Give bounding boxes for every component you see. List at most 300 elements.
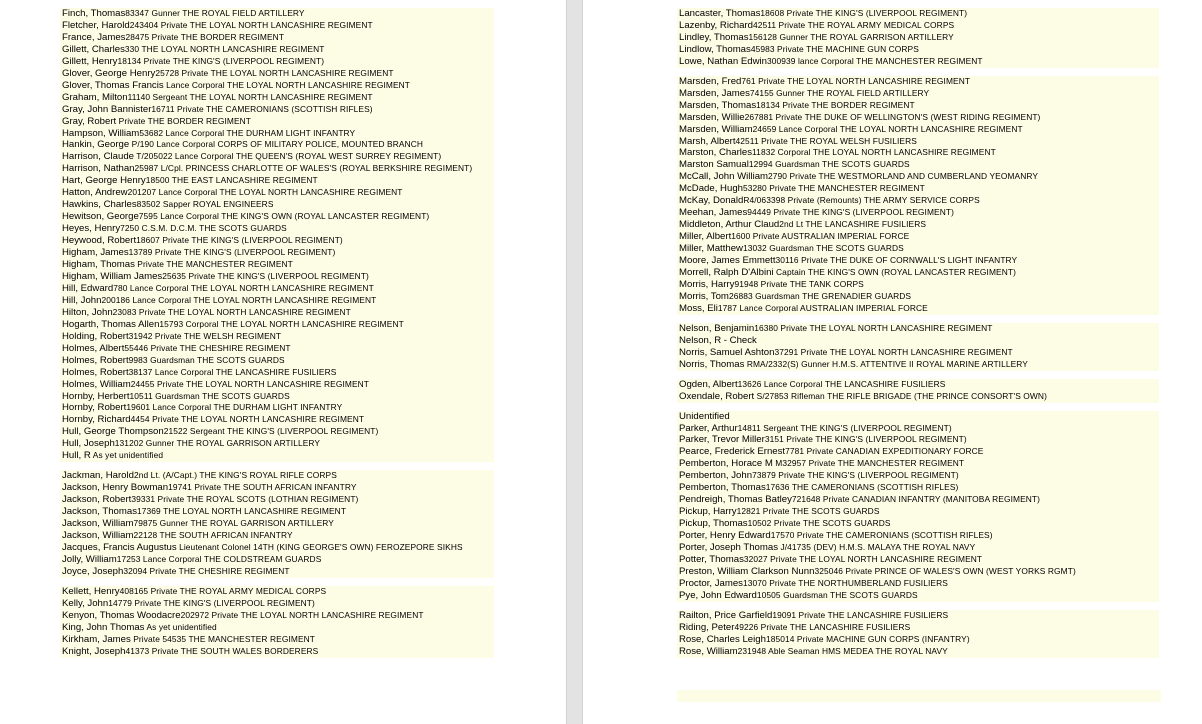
service-details: 330 THE LOYAL NORTH LANCASHIRE REGIMENT (124, 43, 325, 54)
surname-letter-group (677, 323, 1159, 371)
casualty-entry (62, 199, 492, 211)
casualty-name: Pickup, Thomas (679, 518, 748, 530)
service-details: 231948 Able Seaman HMS MEDEA THE ROYAL NAVY (737, 645, 948, 656)
casualty-name: Holmes, William (62, 378, 131, 390)
casualty-entry (679, 267, 1157, 279)
casualty-entry (679, 610, 1157, 622)
service-details: T/205022 Lance Corporal THE QUEEN'S (ROYAL WEST SURREY REGIMENT) (134, 151, 442, 162)
casualty-entry (679, 391, 1157, 403)
casualty-entry (679, 255, 1157, 267)
casualty-name: Nelson, R - Check (679, 334, 757, 346)
casualty-entry (679, 634, 1157, 646)
casualty-name: Middleton, Arthur Claud (679, 219, 780, 231)
casualty-name: Gillett, Charles (62, 43, 125, 55)
service-details: 201207 Lance Corporal THE LOYAL NORTH LANCASHIRE REGIMENT (127, 187, 403, 198)
casualty-name: Fletcher, Harold (62, 19, 130, 31)
service-details: 7781 Private CANADIAN EXPEDITIONARY FORCE (785, 446, 984, 457)
service-details: 18607 Private THE KING'S (LIVERPOOL REGIMENT) (136, 235, 343, 246)
service-details: 79875 Gunner THE ROYAL GARRISON ARTILLERY (133, 518, 334, 529)
casualty-entry (679, 622, 1157, 634)
service-details: 780 Lance Corporal THE LOYAL NORTH LANCASHIRE REGIMENT (113, 282, 374, 293)
casualty-entry (62, 104, 492, 116)
casualty-name: McKay, Donald (679, 195, 744, 207)
casualty-name: Jolly, William (62, 553, 117, 565)
casualty-name: Pearce, Frederick Ernest (679, 446, 786, 458)
casualty-entry (679, 482, 1157, 494)
service-details: 10505 Guardsman THE SCOTS GUARDS (756, 589, 918, 600)
casualty-name: Harrison, Nathan (62, 163, 135, 175)
surname-letter-group (60, 8, 494, 462)
service-details: 3151 Private THE KING'S (LIVERPOOL REGIMENT) (764, 434, 967, 445)
casualty-name: Jackson, Henry Bowman (62, 482, 169, 494)
casualty-name: Hawkins, Charles (62, 199, 137, 211)
service-details: 16380 Private THE LOYAL NORTH LANCASHIRE REGIMENT (754, 322, 993, 333)
casualty-name: Holmes, Robert (62, 354, 129, 366)
casualty-entry (62, 151, 492, 163)
service-details: 10511 Guardsman THE SCOTS GUARDS (129, 390, 290, 401)
casualty-entry (62, 566, 492, 578)
casualty-entry (62, 426, 492, 438)
casualty-entry (679, 279, 1157, 291)
casualty-name: Pye, John Edward (679, 589, 757, 601)
service-details: Private THE MANCHESTER REGIMENT (134, 259, 293, 270)
service-details: 41373 Private THE SOUTH WALES BORDERERS (125, 645, 319, 656)
casualty-entry (679, 554, 1157, 566)
casualty-entry (62, 319, 492, 331)
casualty-entry (62, 163, 492, 175)
service-details: 19741 Private THE SOUTH AFRICAN INFANTRY (168, 482, 357, 493)
page-gutter (566, 0, 583, 724)
casualty-entry (62, 68, 492, 80)
casualty-entry (62, 235, 492, 247)
casualty-entry (679, 446, 1157, 458)
service-details: 17636 THE CAMERONIANS (SCOTTISH RIFLES) (765, 482, 959, 493)
casualty-name: McCall, John William (679, 171, 769, 183)
casualty-entry (679, 423, 1157, 435)
casualty-entry (679, 470, 1157, 482)
casualty-name: Marsden, Willie (679, 111, 745, 123)
casualty-entry (679, 323, 1157, 335)
casualty-name: Potter, Thomas (679, 553, 744, 565)
casualty-name: Morris, Harry (679, 278, 735, 290)
casualty-name: Pemberton, Thomas (679, 482, 766, 494)
casualty-name: Parker, Arthur (679, 422, 738, 434)
service-details: 761 Private THE LOYAL NORTH LANCASHIRE REGIMENT (741, 75, 971, 86)
service-details: J/41735 (DEV) H.M.S. MALAYA THE ROYAL NAVY (778, 542, 976, 553)
casualty-name: Higham, James (62, 247, 129, 259)
service-details: 21522 Sergeant THE KING'S (LIVERPOOL REGIMENT) (163, 426, 379, 437)
service-details: 74155 Gunner THE ROYAL FIELD ARTILLERY (749, 87, 930, 98)
service-details: 11832 Corporal THE LOYAL NORTH LANCASHIRE REGIMENT (752, 147, 996, 158)
service-details: 12994 Guardsman THE SCOTS GUARDS (748, 159, 910, 170)
casualty-name: Holmes, Robert (62, 366, 129, 378)
surname-letter-group (677, 76, 1159, 315)
casualty-name: Hull, Joseph (62, 438, 115, 450)
service-details: 73879 Private THE KING'S (LIVERPOOL REGIMENT) (752, 470, 959, 481)
casualty-entry (679, 347, 1157, 359)
service-details: 325046 Private PRINCE OF WALES'S OWN (WEST YORKS RGMT) (814, 565, 1076, 576)
casualty-entry (679, 171, 1157, 183)
service-details: 19091 Private THE LANCASHIRE FUSILIERS (772, 609, 949, 620)
casualty-name: Marston, Charles (679, 147, 753, 159)
casualty-entry (679, 44, 1157, 56)
service-details: 185014 Private MACHINE GUN CORPS (INFANTRY) (765, 633, 970, 644)
casualty-entry (62, 586, 492, 598)
service-details: 53280 Private THE MANCHESTER REGIMENT (743, 183, 925, 194)
service-details: 55446 Private THE CHESHIRE REGIMENT (124, 342, 291, 353)
service-details: 2nd Lt. (A/Capt.) THE KING'S ROYAL RIFLE CORPS (133, 470, 337, 481)
service-details: 14811 Sergeant THE KING'S (LIVERPOOL REGIMENT) (737, 422, 952, 433)
casualty-entry (62, 20, 492, 32)
service-details: 49226 Private THE LANCASHIRE FUSILIERS (734, 621, 911, 632)
casualty-entry (679, 159, 1157, 171)
casualty-entry (679, 411, 1157, 423)
casualty-name: Railton, Price Garfield (679, 609, 773, 621)
service-details: 17253 Lance Corporal THE COLDSTREAM GUARDS (116, 553, 322, 564)
casualty-name: Holding, Robert (62, 330, 129, 342)
service-details: 30116 Private THE DUKE OF CORNWALL'S LIGHT INFANTRY (775, 255, 1018, 266)
service-details: 13626 Lance Corporal THE LANCASHIRE FUSILIERS (737, 378, 946, 389)
casualty-entry (679, 578, 1157, 590)
service-details: RMA/2332(S) Gunner H.M.S. ATTENTIVE II ROYAL MARINE ARTILLERY (744, 358, 1028, 369)
casualty-name: Joyce, Joseph (62, 565, 124, 577)
casualty-name: Pemberton, John (679, 470, 753, 482)
service-details: M32957 Private THE MANCHESTER REGIMENT (772, 458, 965, 469)
service-details: 2790 Private THE WESTMORLAND AND CUMBERLAND YEOMANRY (768, 171, 1039, 182)
casualty-entry (62, 391, 492, 403)
service-details: 15793 Corporal THE LOYAL NORTH LANCASHIRE REGIMENT (159, 318, 404, 329)
service-details: 39331 Private THE ROYAL SCOTS (LOTHIAN REGIMENT) (131, 494, 359, 505)
casualty-entry (62, 307, 492, 319)
service-details: 408165 Private THE ROYAL ARMY MEDICAL CORPS (119, 585, 327, 596)
casualty-entry (62, 402, 492, 414)
casualty-name: Glover, George Henry (62, 67, 156, 79)
surname-letter-group (60, 470, 494, 578)
service-details: 25987 L/Cpl. PRINCESS CHARLOTTE OF WALES'S (ROYAL BERKSHIRE REGIMENT) (134, 163, 473, 174)
casualty-name: Gillett, Henry (62, 55, 118, 67)
surname-letter-group (677, 379, 1159, 403)
casualty-name: Jackson, Thomas (62, 506, 138, 518)
casualty-entry (62, 80, 492, 92)
casualty-name: Moore, James Emmett (679, 255, 776, 267)
casualty-entry (679, 434, 1157, 446)
casualty-entry (62, 414, 492, 426)
casualty-name: Kelly, John (62, 597, 109, 609)
service-details: 18500 THE EAST LANCASHIRE REGIMENT (145, 175, 318, 186)
service-details: Lieutenant Colonel 14TH (KING GEORGE'S OWN) FEROZEPORE SIKHS (176, 541, 463, 552)
service-details: 24659 Lance Corporal THE LOYAL NORTH LANCASHIRE REGIMENT (752, 123, 1023, 134)
casualty-entry (679, 195, 1157, 207)
casualty-name: Riding, Peter (679, 621, 735, 633)
service-details: 91948 Private THE TANK CORPS (734, 278, 864, 289)
surname-letter-group (677, 411, 1159, 602)
casualty-entry (62, 367, 492, 379)
casualty-name: France, James (62, 31, 126, 43)
casualty-entry (679, 136, 1157, 148)
casualty-name: Hilton, John (62, 306, 113, 318)
casualty-name: Hull, R (62, 450, 91, 462)
casualty-name: Porter, Joseph Thomas (679, 542, 779, 554)
casualty-name: Finch, Thomas (62, 8, 126, 19)
casualty-name: Oxendale, Robert (679, 390, 755, 402)
service-details: 45983 Private THE MACHINE GUN CORPS (750, 43, 919, 54)
service-details: 18608 Private THE KING'S (LIVERPOOL REGIMENT) (760, 8, 968, 18)
casualty-entry (679, 458, 1157, 470)
service-details: 1787 Lance Corporal AUSTRALIAN IMPERIAL FORCE (717, 302, 928, 313)
casualty-name: Marsden, William (679, 123, 753, 135)
service-details: 7595 Lance Corporal THE KING'S OWN (ROYAL LANCASTER REGIMENT) (138, 211, 430, 222)
casualty-name: Graham, Milton (62, 91, 128, 103)
service-details: 32027 Private THE LOYAL NORTH LANCASHIRE REGIMENT (743, 553, 983, 564)
casualty-entry (62, 470, 492, 482)
casualty-entry (62, 355, 492, 367)
casualty-name: Lazenby, Richard (679, 19, 753, 31)
service-details: 267881 Private THE DUKE OF WELLINGTON'S (WEST RIDING REGIMENT) (744, 111, 1041, 122)
blank-highlight-bar (677, 690, 1161, 702)
casualty-name: Hull, George Thompson (62, 426, 164, 438)
service-details: 4454 Private THE LOYAL NORTH LANCASHIRE REGIMENT (130, 414, 365, 425)
service-details: 156128 Gunner THE ROYAL GARRISON ARTILLERY (748, 31, 954, 42)
casualty-name: Marsh, Albert (679, 135, 736, 147)
casualty-name: Hankin, George (62, 139, 130, 151)
service-details: 200186 Lance Corporal THE LOYAL NORTH LANCASHIRE REGIMENT (101, 294, 377, 305)
casualty-name: Hill, John (62, 294, 102, 306)
service-details: Private THE BORDER REGIMENT (116, 115, 252, 126)
service-details: 13789 Private THE KING'S (LIVERPOOL REGIMENT) (128, 247, 336, 258)
casualty-entry (62, 187, 492, 199)
service-details: 7250 C.S.M. D.C.M. THE SCOTS GUARDS (120, 223, 287, 234)
casualty-entry (62, 128, 492, 140)
casualty-entry (679, 335, 1157, 347)
casualty-entry (62, 223, 492, 235)
casualty-name: Heywood, Robert (62, 235, 137, 247)
service-details: P/190 Lance Corporal CORPS OF MILITARY POLICE, MOUNTED BRANCH (129, 139, 424, 150)
casualty-name: Preston, William Clarkson Nunn (679, 565, 815, 577)
service-details: 13032 Guardsman THE SCOTS GUARDS (742, 243, 904, 254)
casualty-name: Porter, Henry Edward (679, 530, 771, 542)
service-details: 202972 Private THE LOYAL NORTH LANCASHIRE REGIMENT (180, 609, 424, 620)
casualty-entry (679, 112, 1157, 124)
service-details: 18134 Private THE KING'S (LIVERPOOL REGIMENT) (117, 55, 325, 66)
service-details: 17369 THE LOYAL NORTH LANCASHIRE REGIMENT (137, 506, 347, 517)
service-details: 42511 Private THE ROYAL WELSH FUSILIERS (735, 135, 917, 146)
casualty-name: Moss, Eli (679, 302, 718, 314)
casualty-name: Norris, Thomas (679, 358, 745, 370)
casualty-name: Marsden, Fred (679, 75, 742, 87)
service-details: 243404 Private THE LOYAL NORTH LANCASHIRE REGIMENT (129, 19, 373, 30)
casualty-entry (679, 207, 1157, 219)
casualty-entry (679, 530, 1157, 542)
casualty-entry (62, 139, 492, 151)
service-details: 32094 Private THE CHESHIRE REGIMENT (123, 565, 290, 576)
casualty-name: Hatton, Andrew (62, 187, 128, 199)
service-details: 38137 Lance Corporal THE LANCASHIRE FUSILIERS (128, 366, 337, 377)
casualty-name: Hampson, William (62, 127, 140, 139)
casualty-name: Meehan, James (679, 207, 748, 219)
service-details: 10502 Private THE SCOTS GUARDS (747, 518, 891, 529)
casualty-entry (62, 92, 492, 104)
casualty-entry (679, 124, 1157, 136)
casualty-entry (62, 506, 492, 518)
casualty-entry (62, 634, 492, 646)
casualty-name: Parker, Trevor Miller (679, 434, 765, 446)
casualty-entry (679, 379, 1157, 391)
service-details: 22128 THE SOUTH AFRICAN INFANTRY (133, 529, 293, 540)
casualty-name: Pendreigh, Thomas Batley (679, 494, 792, 506)
surname-letter-group (677, 8, 1159, 68)
casualty-name: Pickup, Harry (679, 506, 737, 518)
casualty-name: Lowe, Nathan Edwin (679, 55, 767, 67)
casualty-name: Hart, George Henry (62, 175, 146, 187)
service-details: 25635 Private THE KING'S (LIVERPOOL REGIMENT) (162, 270, 369, 281)
casualty-entry (679, 291, 1157, 303)
roll-of-honour-column-left (60, 8, 494, 666)
surname-letter-group (677, 610, 1159, 658)
casualty-name: Jacques, Francis Augustus (62, 541, 177, 553)
service-details: 14779 Private THE KING'S (LIVERPOOL REGIMENT) (108, 597, 315, 608)
casualty-name: Hornby, Richard (62, 414, 131, 426)
casualty-entry (62, 271, 492, 283)
casualty-entry (62, 622, 492, 634)
casualty-entry (679, 56, 1157, 68)
casualty-entry (679, 100, 1157, 112)
casualty-entry (679, 506, 1157, 518)
service-details: 18134 Private THE BORDER REGIMENT (756, 99, 915, 110)
service-details: 25728 Private THE LOYAL NORTH LANCASHIRE REGIMENT (155, 67, 394, 78)
casualty-name: Hill, Edward (62, 282, 114, 294)
roll-of-honour-column-right (677, 8, 1159, 666)
casualty-name: Gray, John Bannister (62, 103, 152, 115)
casualty-name: Morris, Tom (679, 290, 729, 302)
service-details: 17570 Private THE CAMERONIANS (SCOTTISH RIFLES) (770, 530, 993, 541)
casualty-entry (679, 542, 1157, 554)
casualty-name: Jackson, William (62, 518, 134, 530)
casualty-name: Marsden, James (679, 87, 750, 99)
casualty-entry (679, 518, 1157, 530)
casualty-entry (62, 494, 492, 506)
casualty-name: Norris, Samuel Ashton (679, 346, 775, 358)
service-details: 19601 Lance Corporal THE DURHAM LIGHT INFANTRY (126, 402, 343, 413)
casualty-entry (679, 231, 1157, 243)
casualty-name: Jackson, Robert (62, 494, 132, 506)
service-details: As yet unidentified (144, 621, 217, 632)
casualty-entry (62, 211, 492, 223)
service-details: 1600 Private AUSTRALIAN IMPERIAL FORCE (731, 231, 910, 242)
casualty-name: Marston Samual (679, 159, 749, 171)
casualty-entry (679, 183, 1157, 195)
casualty-entry (62, 482, 492, 494)
casualty-entry (62, 331, 492, 343)
service-details: S/27853 Rifleman THE RIFLE BRIGADE (THE PRINCE CONSORT'S OWN) (754, 390, 1047, 401)
service-details: 26883 Guardsman THE GRENADIER GUARDS (728, 290, 912, 301)
service-details: 28475 Private THE BORDER REGIMENT (125, 31, 285, 42)
service-details: 42511 Private THE ROYAL ARMY MEDICAL CORPS (752, 19, 955, 30)
casualty-entry (62, 542, 492, 554)
casualty-name: Kirkham, James (62, 633, 131, 645)
service-details: Captain THE KING'S OWN (ROYAL LANCASTER REGIMENT) (773, 267, 1016, 278)
casualty-name: Miller, Matthew (679, 243, 743, 255)
casualty-name: Proctor, James (679, 577, 743, 589)
casualty-entry (62, 56, 492, 68)
casualty-entry (62, 450, 492, 462)
casualty-name: Jackman, Harold (62, 470, 134, 482)
service-details: 11140 Sergeant THE LOYAL NORTH LANCASHIRE REGIMENT (127, 91, 373, 102)
casualty-name: Hornby, Herbert (62, 390, 130, 402)
service-details: As yet unidentified (90, 450, 164, 461)
casualty-name: Knight, Joseph (62, 645, 126, 657)
casualty-name: Kenyon, Thomas Woodacre (62, 609, 181, 621)
service-details: 83347 Gunner THE ROYAL FIELD ARTILLERY (125, 8, 305, 18)
casualty-name: Hewitson, George (62, 211, 139, 223)
service-details: 721648 Private CANADIAN INFANTRY (MANITOBA REGIMENT) (791, 494, 1041, 505)
casualty-name: Gray, Robert (62, 115, 117, 127)
casualty-entry (62, 175, 492, 187)
casualty-name: King, John Thomas (62, 621, 145, 633)
casualty-entry (679, 88, 1157, 100)
casualty-name: Ogden, Albert (679, 378, 738, 390)
casualty-entry (679, 32, 1157, 44)
casualty-name: Kellett, Henry (62, 585, 120, 597)
service-details: 31942 Private THE WELSH REGIMENT (128, 330, 282, 341)
service-details: 37291 Private THE LOYAL NORTH LANCASHIRE REGIMENT (774, 346, 1013, 357)
casualty-name: Heyes, Henry (62, 223, 121, 235)
service-details: 83502 Sapper ROYAL ENGINEERS (136, 199, 274, 210)
casualty-entry (62, 8, 492, 20)
service-details: 12821 Private THE SCOTS GUARDS (736, 506, 880, 517)
casualty-name: Jackson, William (62, 529, 134, 541)
casualty-name: Glover, Thomas Francis (62, 79, 164, 91)
casualty-name: Rose, William (679, 645, 738, 657)
casualty-entry (62, 44, 492, 56)
casualty-entry (62, 116, 492, 128)
service-details: 13070 Private THE NORTHUMBERLAND FUSILIERS (742, 577, 948, 588)
casualty-name: Holmes, Albert (62, 342, 125, 354)
casualty-name: Higham, Thomas (62, 259, 135, 271)
casualty-name: Pemberton, Horace M (679, 458, 773, 470)
casualty-entry (679, 359, 1157, 371)
surname-letter-group (60, 586, 494, 658)
casualty-entry (62, 295, 492, 307)
service-details: Lance Corporal THE LOYAL NORTH LANCASHIRE REGIMENT (163, 79, 411, 90)
document-page-left (0, 0, 566, 724)
casualty-entry (62, 438, 492, 450)
casualty-name: Marsden, Thomas (679, 99, 757, 111)
casualty-entry (679, 76, 1157, 88)
casualty-entry (679, 20, 1157, 32)
casualty-name: Lancaster, Thomas (679, 8, 761, 19)
casualty-entry (62, 247, 492, 259)
casualty-name: Hornby, Robert (62, 402, 127, 414)
casualty-entry (679, 147, 1157, 159)
casualty-entry (62, 530, 492, 542)
service-details: Private 54535 THE MANCHESTER REGIMENT (130, 633, 315, 644)
casualty-entry (62, 32, 492, 44)
casualty-name: Morrell, Ralph D'Albini (679, 267, 774, 279)
casualty-entry (679, 590, 1157, 602)
service-details: 9983 Guardsman THE SCOTS GUARDS (128, 354, 285, 365)
casualty-name: Miller, Albert (679, 231, 732, 243)
service-details: 24455 Private THE LOYAL NORTH LANCASHIRE REGIMENT (130, 378, 369, 389)
casualty-name: Harrison, Claude (62, 151, 134, 163)
casualty-entry (62, 646, 492, 658)
casualty-name: Rose, Charles Leigh (679, 633, 766, 645)
service-details: 300939 lance Corporal THE MANCHESTER REGIMENT (767, 55, 983, 66)
casualty-name: Unidentified (679, 410, 730, 422)
casualty-name: Lindley, Thomas (679, 31, 749, 43)
document-page-right (583, 0, 1202, 724)
casualty-entry (679, 219, 1157, 231)
casualty-entry (62, 554, 492, 566)
